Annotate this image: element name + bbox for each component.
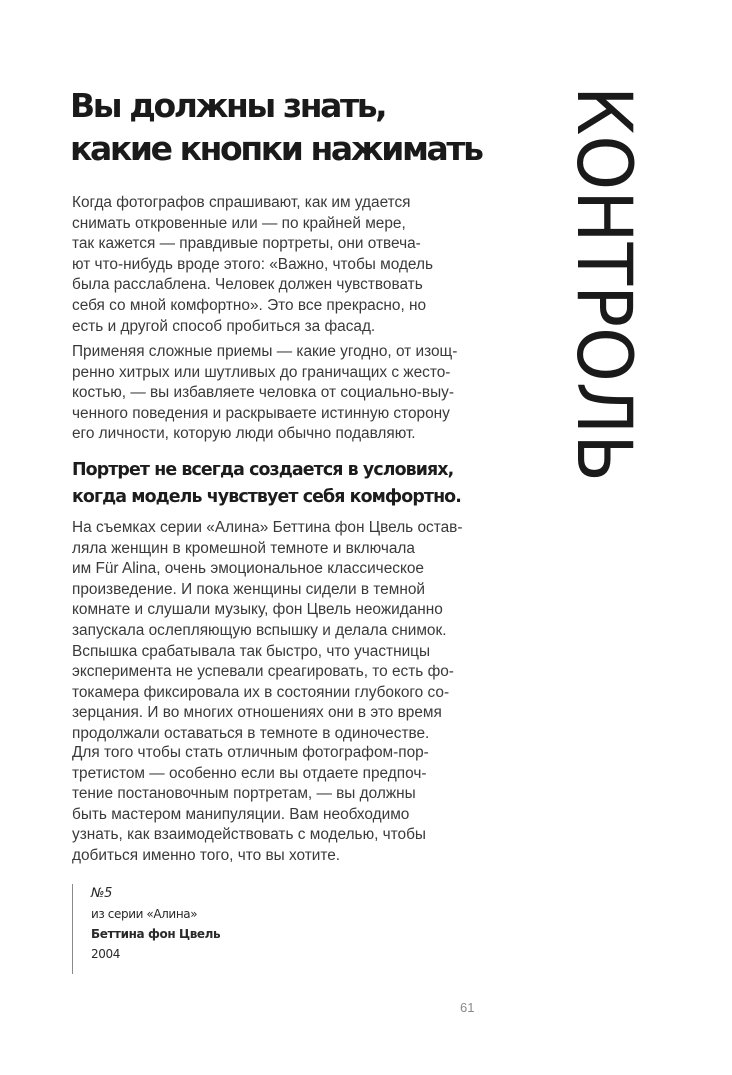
caption-series: из серии «Алина»: [91, 907, 198, 921]
caption-number: №5: [91, 886, 112, 901]
paragraph-line: На съемках серии «Алина» Беттина фон Цвель остав-: [72, 519, 463, 536]
subheading-line-1: Портрет не всегда создается в условиях,: [72, 460, 454, 480]
paragraph-line: есть и другой способ пробиться за фасад.: [72, 317, 376, 335]
paragraph-line: им Für Alina, очень эмоциональное классическое: [72, 560, 424, 578]
side-section-word-text: КОНТРОЛЬ: [560, 86, 649, 519]
side-section-word: [560, 86, 649, 519]
paragraph-3: [72, 518, 484, 745]
paragraph-line: токамера фиксировала их в состоянии глубокого со-: [72, 683, 450, 701]
page-number: 61: [460, 1000, 475, 1015]
side-section-word-graphic: [560, 86, 649, 519]
paragraph-line: добиться именно того, что вы хотите.: [72, 846, 341, 864]
paragraph-line: ренно хитрых или шутливых до граничащих с жесто-: [72, 363, 451, 381]
page-title-line-2: какие кнопки нажимать: [70, 129, 482, 168]
paragraph-line: Для того чтобы стать отличным фотографом-пор-: [72, 744, 429, 761]
paragraph-line: запускала ослепляющую вспышку и делала снимок.: [72, 621, 447, 639]
paragraph-line: ляла женщин в кромешной темноте и включала: [72, 539, 415, 557]
paragraph-line: третистом — особенно если вы отдаете предпоч-: [72, 764, 427, 782]
caption-author: Беттина фон Цвель: [91, 927, 221, 941]
paragraph-line: тение постановочным портретам, — вы должны: [72, 785, 416, 803]
page-title: [70, 84, 500, 170]
subheading-line-2: когда модель чувствует себя комфортно.: [72, 487, 461, 507]
paragraph-2: [72, 342, 484, 445]
caption-year: 2004: [91, 947, 120, 961]
paragraph-line: костью, — вы избавляете человка от социально-выу-: [72, 384, 454, 402]
paragraph-line: Когда фотографов спрашивают, как им удается: [72, 194, 411, 211]
paragraph-line: снимать откровенные или — по крайней мере,: [72, 214, 406, 232]
paragraph-line: его личности, которую люди обычно подавляют.: [72, 425, 416, 443]
paragraph-line: комнате и слушали музыку, фон Цвель неожиданно: [72, 601, 443, 619]
paragraph-line: эксперимента не успевали среагировать, то есть фо-: [72, 663, 454, 681]
paragraph-line: произведение. И пока женщины сидели в темной: [72, 580, 425, 598]
paragraph-line: зерцания. И во многих отношениях они в это время: [72, 704, 442, 722]
paragraph-line: ют что-нибудь вроде этого: «Важно, чтобы модель: [72, 255, 433, 273]
paragraph-line: Применяя сложные приемы — какие угодно, от изощ-: [72, 343, 458, 360]
paragraph-line: так кажется — правдивые портреты, они отвеча-: [72, 235, 421, 253]
section-subheading: [72, 457, 512, 511]
paragraph-4: [72, 743, 484, 867]
paragraph-line: продолжали оставаться в темноте в одиночестве.: [72, 724, 430, 742]
photo-caption: [72, 884, 220, 974]
paragraph-line: ченного поведения и раскрываете истинную сторону: [72, 404, 450, 422]
paragraph-line: узнать, как взаимодействовать с моделью, чтобы: [72, 826, 426, 844]
paragraph-line: была расслаблена. Человек должен чувствовать: [72, 276, 423, 294]
paragraph-line: Вспышка срабатывала так быстро, что участницы: [72, 642, 431, 660]
page-title-line-1: Вы должны знать,: [70, 86, 386, 125]
paragraph-line: себя со мной комфортно». Это все прекрасно, но: [72, 296, 427, 314]
paragraph-line: быть мастером манипуляции. Вам необходимо: [72, 805, 410, 823]
paragraph-1: [72, 193, 484, 337]
